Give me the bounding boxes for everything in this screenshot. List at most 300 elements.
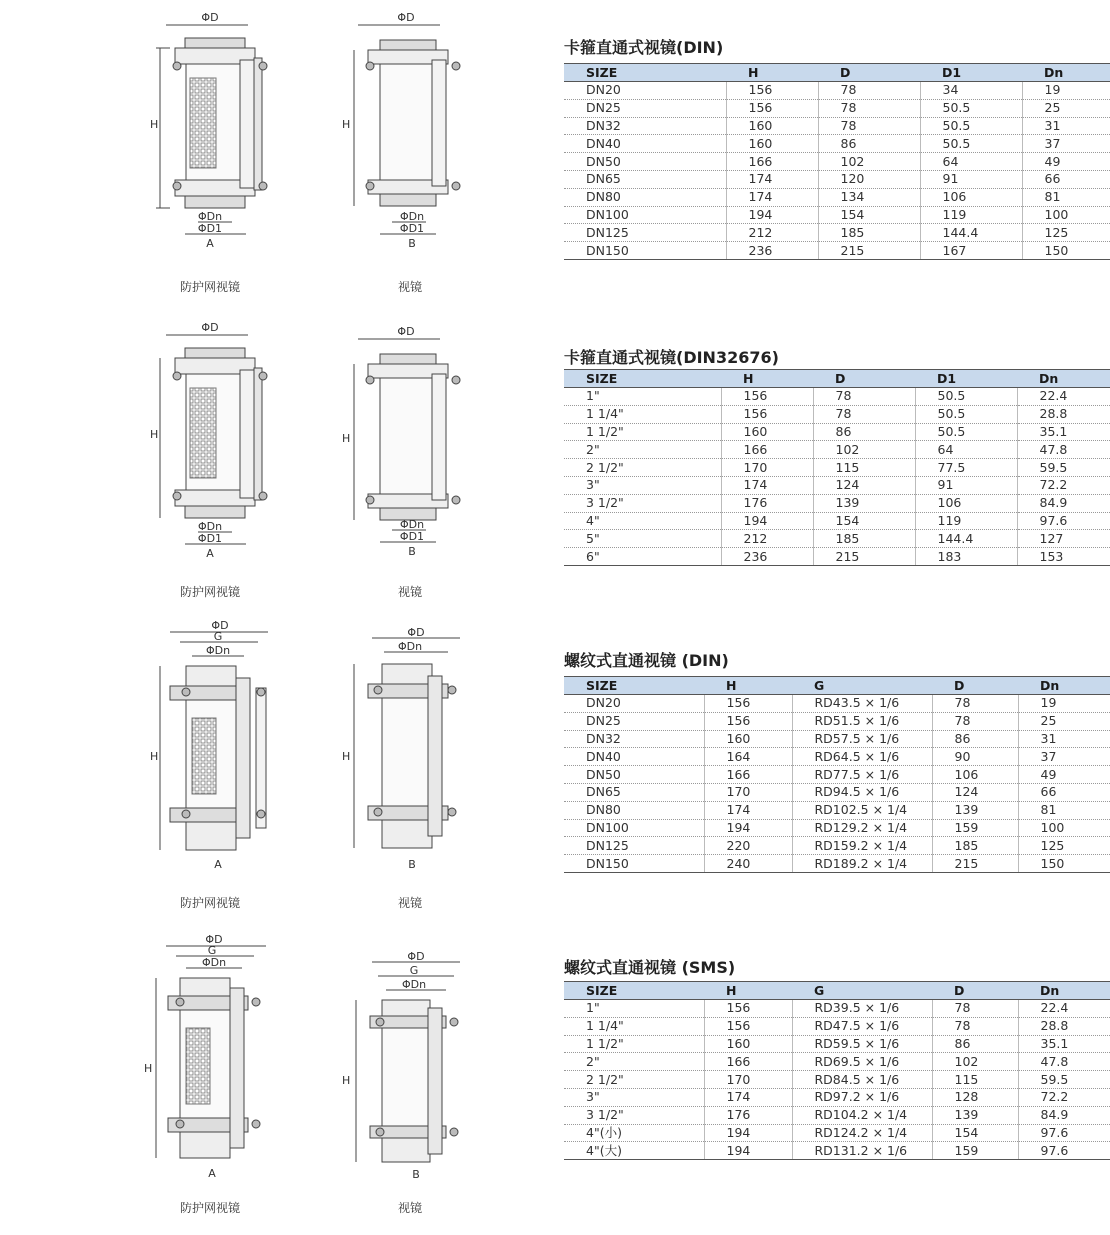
table-cell: 3 1/2"	[564, 1106, 704, 1124]
table-cell: 174	[726, 170, 818, 188]
dim-h-label: H	[342, 750, 351, 763]
table-cell: RD64.5 × 1/6	[792, 748, 932, 766]
table-cell: 37	[1018, 748, 1110, 766]
table-cell: DN32	[564, 730, 704, 748]
table-cell: 25	[1018, 712, 1110, 730]
col-h: H	[704, 982, 792, 1000]
table-cell: 78	[932, 712, 1018, 730]
table-cell: 78	[813, 405, 915, 423]
table-cell: 2 1/2"	[564, 459, 721, 477]
sightglass-drawing-b	[336, 626, 476, 876]
table-cell: 240	[704, 855, 792, 873]
table-cell: 174	[721, 476, 813, 494]
table-cell: 127	[1017, 530, 1110, 548]
table-cell: RD51.5 × 1/6	[792, 712, 932, 730]
col-h: H	[721, 370, 813, 388]
table-row	[564, 423, 1110, 441]
table-cell: 220	[704, 837, 792, 855]
table-cell: 170	[721, 459, 813, 477]
table-cell: 164	[704, 748, 792, 766]
caption-a: 防护网视镜	[179, 280, 240, 294]
table-cell: DN65	[564, 170, 726, 188]
table-cell: 166	[704, 1053, 792, 1071]
table-cell: RD159.2 × 1/4	[792, 837, 932, 855]
table-cell: DN25	[564, 712, 704, 730]
dim-g-label: G	[207, 944, 217, 957]
table-cell: 106	[920, 188, 1022, 206]
table-cell: 170	[704, 1071, 792, 1089]
table-cell: 194	[704, 1124, 792, 1142]
col-d: D	[813, 370, 915, 388]
caption-b: 视镜	[397, 896, 422, 910]
table-cell: 72.2	[1017, 476, 1110, 494]
table-row	[564, 801, 1110, 819]
sightglass-drawing-a	[140, 932, 280, 1192]
table-cell: RD69.5 × 1/6	[792, 1053, 932, 1071]
table-cell: 78	[932, 1000, 1018, 1018]
dim-d-label: ΦD	[205, 933, 223, 946]
table-cell: DN40	[564, 135, 726, 153]
table-cell: RD129.2 × 1/4	[792, 819, 932, 837]
table-cell: 236	[726, 242, 818, 260]
table-cell: 194	[721, 512, 813, 530]
table-cell: 50.5	[920, 135, 1022, 153]
table-cell: 194	[726, 206, 818, 224]
table-cell: 31	[1022, 117, 1110, 135]
table-row	[564, 712, 1110, 730]
dim-h-label: H	[342, 1074, 351, 1087]
table-cell: 154	[818, 206, 920, 224]
view-a-label: A	[206, 547, 214, 560]
table-header-row	[564, 370, 1110, 388]
table-row	[564, 206, 1110, 224]
table-row	[564, 388, 1110, 406]
sightglass-drawing-b	[336, 324, 476, 564]
table-cell: 183	[915, 548, 1017, 566]
table-cell: 3"	[564, 476, 721, 494]
dim-dn-label: ΦDn	[197, 520, 223, 533]
table-cell: RD97.2 × 1/6	[792, 1088, 932, 1106]
table-cell: DN125	[564, 837, 704, 855]
table-cell: 81	[1018, 801, 1110, 819]
table-cell: 185	[818, 224, 920, 242]
table-cell: 106	[915, 494, 1017, 512]
figure-a-guard-sightglass	[140, 932, 280, 1192]
table-cell: RD102.5 × 1/4	[792, 801, 932, 819]
spec-table	[564, 369, 1110, 566]
table-cell: 2 1/2"	[564, 1071, 704, 1089]
table-header-row	[564, 982, 1110, 1000]
table-cell: DN80	[564, 188, 726, 206]
table-cell: 176	[704, 1106, 792, 1124]
table-cell: DN65	[564, 783, 704, 801]
table-cell: 86	[818, 135, 920, 153]
table-cell: 156	[704, 1017, 792, 1035]
table-cell: DN32	[564, 117, 726, 135]
dim-h-label: H	[342, 432, 351, 445]
table-cell: 28.8	[1017, 405, 1110, 423]
table-body	[564, 82, 1110, 260]
table-cell: 50.5	[920, 99, 1022, 117]
table-row	[564, 82, 1110, 100]
dim-d-label: ΦD	[407, 950, 425, 963]
sightglass-drawing-b	[336, 950, 476, 1190]
table-cell: 1 1/2"	[564, 423, 721, 441]
table-cell: RD57.5 × 1/6	[792, 730, 932, 748]
table-cell: 102	[813, 441, 915, 459]
section-title: 螺纹式直通视镜 (DIN)	[564, 651, 729, 670]
table-cell: 159	[932, 1142, 1018, 1160]
table-cell: 1"	[564, 1000, 704, 1018]
table-cell: 100	[1018, 819, 1110, 837]
table-cell: 78	[818, 82, 920, 100]
table-cell: 185	[813, 530, 915, 548]
table-cell: 150	[1018, 855, 1110, 873]
table-cell: DN125	[564, 224, 726, 242]
table-cell: 102	[932, 1053, 1018, 1071]
view-a-label: A	[214, 858, 222, 871]
table-cell: 106	[932, 766, 1018, 784]
table-cell: DN100	[564, 206, 726, 224]
table-cell: 78	[932, 695, 1018, 713]
table-cell: 50.5	[915, 388, 1017, 406]
table-cell: 176	[721, 494, 813, 512]
figure-a-guard-sightglass	[140, 618, 280, 878]
table-cell: RD189.2 × 1/4	[792, 855, 932, 873]
table-cell: 25	[1022, 99, 1110, 117]
table-cell: 156	[704, 695, 792, 713]
table-cell: 215	[813, 548, 915, 566]
table-cell: 91	[915, 476, 1017, 494]
dim-dn-label: ΦDn	[205, 644, 231, 657]
caption-b: 视镜	[397, 1201, 422, 1215]
table-cell: RD59.5 × 1/6	[792, 1035, 932, 1053]
section-sms-thread	[0, 926, 1110, 1234]
table-row	[564, 242, 1110, 260]
table-cell: 19	[1022, 82, 1110, 100]
sightglass-drawing-a	[140, 320, 280, 560]
table-cell: DN25	[564, 99, 726, 117]
table-row	[564, 695, 1110, 713]
table-cell: 139	[813, 494, 915, 512]
table-cell: 78	[818, 99, 920, 117]
table-cell: 166	[704, 766, 792, 784]
dim-h-label: H	[150, 118, 159, 131]
dim-d-label: ΦD	[201, 11, 219, 24]
table-row	[564, 819, 1110, 837]
table-cell: 35.1	[1017, 423, 1110, 441]
table-row	[564, 224, 1110, 242]
table-cell: 86	[813, 423, 915, 441]
caption-a: 防护网视镜	[179, 585, 240, 599]
section-din-clamp	[0, 0, 1110, 308]
table-cell: 212	[726, 224, 818, 242]
table-row	[564, 1053, 1110, 1071]
view-a-label: A	[208, 1167, 216, 1180]
table-cell: 156	[704, 712, 792, 730]
table-cell: 166	[726, 153, 818, 171]
table-row	[564, 1142, 1110, 1160]
table-cell: RD84.5 × 1/6	[792, 1071, 932, 1089]
table-body	[564, 388, 1110, 566]
col-d: D	[818, 64, 920, 82]
table-cell: 144.4	[920, 224, 1022, 242]
col-h: H	[726, 64, 818, 82]
table-cell: 174	[704, 1088, 792, 1106]
col-d1: D1	[915, 370, 1017, 388]
col-g: G	[792, 982, 932, 1000]
dim-d1-label: ΦD1	[399, 222, 425, 235]
table-cell: 185	[932, 837, 1018, 855]
dim-h-label: H	[144, 1062, 153, 1075]
table-row	[564, 1088, 1110, 1106]
table-cell: 34	[920, 82, 1022, 100]
table-cell: 97.6	[1017, 512, 1110, 530]
table-cell: 194	[704, 819, 792, 837]
section-title: 螺纹式直通视镜 (SMS)	[564, 958, 736, 977]
table-row	[564, 135, 1110, 153]
col-size: SIZE	[564, 370, 721, 388]
table-cell: RD124.2 × 1/4	[792, 1124, 932, 1142]
col-size: SIZE	[564, 982, 704, 1000]
table-cell: 64	[920, 153, 1022, 171]
spec-table	[564, 981, 1110, 1160]
table-cell: 59.5	[1018, 1071, 1110, 1089]
table-cell: 3 1/2"	[564, 494, 721, 512]
table-cell: DN100	[564, 819, 704, 837]
caption-b: 视镜	[397, 280, 422, 294]
table-cell: 156	[726, 82, 818, 100]
dim-d1-label: ΦD1	[197, 222, 223, 235]
table-cell: 154	[813, 512, 915, 530]
table-cell: 154	[932, 1124, 1018, 1142]
dim-d-label: ΦD	[201, 321, 219, 334]
table-cell: 100	[1022, 206, 1110, 224]
table-cell: 119	[915, 512, 1017, 530]
dim-dn-label: ΦDn	[401, 978, 427, 991]
table-row	[564, 530, 1110, 548]
col-g: G	[792, 677, 932, 695]
table-cell: RD47.5 × 1/6	[792, 1017, 932, 1035]
table-cell: 174	[726, 188, 818, 206]
table-cell: 144.4	[915, 530, 1017, 548]
table-cell: 160	[726, 135, 818, 153]
table-cell: 97.6	[1018, 1142, 1110, 1160]
table-header-row	[564, 677, 1110, 695]
caption-a: 防护网视镜	[179, 896, 240, 910]
table-cell: 90	[932, 748, 1018, 766]
table-cell: 84.9	[1018, 1106, 1110, 1124]
table-cell: 6"	[564, 548, 721, 566]
table-cell: DN80	[564, 801, 704, 819]
table-cell: 166	[721, 441, 813, 459]
table-cell: 194	[704, 1142, 792, 1160]
table-cell: 160	[704, 730, 792, 748]
table-cell: 78	[818, 117, 920, 135]
table-cell: 156	[721, 388, 813, 406]
caption-b: 视镜	[397, 585, 422, 599]
table-row	[564, 748, 1110, 766]
col-dn: Dn	[1018, 982, 1110, 1000]
table-cell: 47.8	[1017, 441, 1110, 459]
col-dn: Dn	[1022, 64, 1110, 82]
dim-d-label: ΦD	[397, 325, 415, 338]
table-body	[564, 1000, 1110, 1160]
table-cell: 2"	[564, 1053, 704, 1071]
table-cell: 72.2	[1018, 1088, 1110, 1106]
col-size: SIZE	[564, 64, 726, 82]
table-row	[564, 766, 1110, 784]
table-row	[564, 117, 1110, 135]
dim-dn-label: ΦDn	[201, 956, 227, 969]
table-cell: 37	[1022, 135, 1110, 153]
dim-d-label: ΦD	[211, 619, 229, 632]
table-cell: RD43.5 × 1/6	[792, 695, 932, 713]
table-cell: 1 1/4"	[564, 405, 721, 423]
view-b-label: B	[408, 545, 416, 558]
table-row	[564, 153, 1110, 171]
table-body	[564, 695, 1110, 873]
table-cell: 78	[813, 388, 915, 406]
col-d: D	[932, 677, 1018, 695]
table-cell: 170	[704, 783, 792, 801]
table-cell: DN40	[564, 748, 704, 766]
table-row	[564, 1035, 1110, 1053]
table-cell: 125	[1022, 224, 1110, 242]
table-cell: 50.5	[920, 117, 1022, 135]
figure-b-sightglass	[336, 10, 476, 250]
table-row	[564, 99, 1110, 117]
table-cell: 139	[932, 1106, 1018, 1124]
table-row	[564, 494, 1110, 512]
table-cell: 97.6	[1018, 1124, 1110, 1142]
table-cell: 22.4	[1018, 1000, 1110, 1018]
table-cell: DN50	[564, 766, 704, 784]
dim-d1-label: ΦD1	[399, 530, 425, 543]
table-cell: DN50	[564, 153, 726, 171]
table-cell: DN150	[564, 855, 704, 873]
table-row	[564, 170, 1110, 188]
figure-b-sightglass	[336, 950, 476, 1190]
section-din32676-clamp	[0, 310, 1110, 618]
table-cell: 22.4	[1017, 388, 1110, 406]
figure-a-guard-sightglass	[140, 10, 280, 250]
table-cell: 66	[1018, 783, 1110, 801]
table-cell: 119	[920, 206, 1022, 224]
dim-dn-label: ΦDn	[397, 640, 423, 653]
table-cell: 2"	[564, 441, 721, 459]
table-cell: 120	[818, 170, 920, 188]
table-cell: 156	[704, 1000, 792, 1018]
table-cell: 5"	[564, 530, 721, 548]
table-row	[564, 855, 1110, 873]
col-d: D	[932, 982, 1018, 1000]
table-cell: 49	[1022, 153, 1110, 171]
col-d1: D1	[920, 64, 1022, 82]
table-header-row	[564, 64, 1110, 82]
table-cell: 84.9	[1017, 494, 1110, 512]
table-cell: 215	[932, 855, 1018, 873]
table-row	[564, 1000, 1110, 1018]
view-a-label: A	[206, 237, 214, 250]
table-row	[564, 188, 1110, 206]
table-cell: 50.5	[915, 423, 1017, 441]
table-cell: DN20	[564, 82, 726, 100]
view-b-label: B	[408, 858, 416, 871]
col-h: H	[704, 677, 792, 695]
table-cell: 47.8	[1018, 1053, 1110, 1071]
section-din-thread	[0, 618, 1110, 926]
table-cell: 64	[915, 441, 1017, 459]
table-cell: 153	[1017, 548, 1110, 566]
figure-b-sightglass	[336, 626, 476, 876]
table-cell: 3"	[564, 1088, 704, 1106]
table-row	[564, 459, 1110, 477]
table-cell: 1 1/4"	[564, 1017, 704, 1035]
table-cell: 236	[721, 548, 813, 566]
dim-g-label: G	[213, 630, 223, 643]
table-row	[564, 476, 1110, 494]
sightglass-drawing-a	[140, 618, 280, 878]
table-cell: 159	[932, 819, 1018, 837]
table-cell: RD131.2 × 1/6	[792, 1142, 932, 1160]
table-cell: 19	[1018, 695, 1110, 713]
dim-dn-label: ΦDn	[399, 210, 425, 223]
dim-h-label: H	[150, 750, 159, 763]
dim-d-label: ΦD	[407, 626, 425, 639]
table-cell: 128	[932, 1088, 1018, 1106]
table-row	[564, 512, 1110, 530]
spec-table	[564, 676, 1110, 873]
table-cell: 160	[726, 117, 818, 135]
col-size: SIZE	[564, 677, 704, 695]
table-row	[564, 1071, 1110, 1089]
table-cell: 81	[1022, 188, 1110, 206]
table-row	[564, 1124, 1110, 1142]
table-row	[564, 1017, 1110, 1035]
table-cell: 134	[818, 188, 920, 206]
dim-dn-label: ΦDn	[399, 518, 425, 531]
table-cell: 1 1/2"	[564, 1035, 704, 1053]
figure-b-sightglass	[336, 324, 476, 564]
view-b-label: B	[412, 1168, 420, 1181]
table-row	[564, 405, 1110, 423]
table-row	[564, 441, 1110, 459]
table-cell: DN150	[564, 242, 726, 260]
dim-dn-label: ΦDn	[197, 210, 223, 223]
table-cell: 1"	[564, 388, 721, 406]
table-cell: 167	[920, 242, 1022, 260]
sightglass-drawing-b	[336, 10, 476, 250]
table-cell: 124	[932, 783, 1018, 801]
col-dn: Dn	[1018, 677, 1110, 695]
table-cell: 156	[726, 99, 818, 117]
table-cell: 59.5	[1017, 459, 1110, 477]
table-cell: 156	[721, 405, 813, 423]
table-cell: 28.8	[1018, 1017, 1110, 1035]
table-cell: 49	[1018, 766, 1110, 784]
table-cell: 102	[818, 153, 920, 171]
table-cell: RD77.5 × 1/6	[792, 766, 932, 784]
table-row	[564, 1106, 1110, 1124]
table-cell: 174	[704, 801, 792, 819]
table-cell: 139	[932, 801, 1018, 819]
view-b-label: B	[408, 237, 416, 250]
table-row	[564, 730, 1110, 748]
table-cell: 215	[818, 242, 920, 260]
table-row	[564, 783, 1110, 801]
dim-d1-label: ΦD1	[197, 532, 223, 545]
